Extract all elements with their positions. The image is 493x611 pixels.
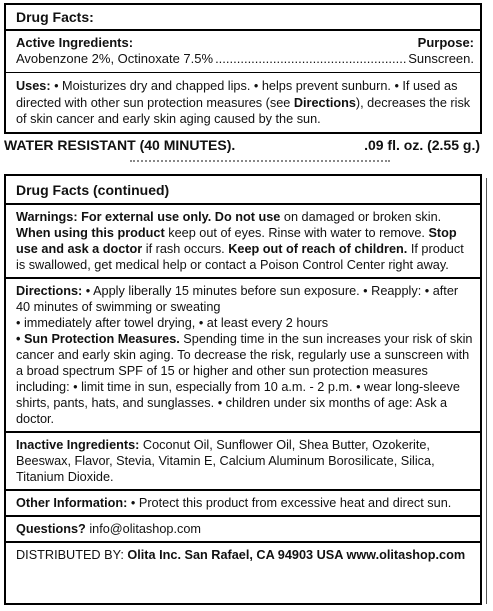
when-using-label: When using this product [16, 226, 165, 240]
questions-email: info@olitashop.com [85, 522, 201, 536]
inactive-text: Coconut Oil, Sunflower Oil, Shea Butter, Ozokerite, Beeswax, Flavor, Stevia, Vitamin E, Calcium Aluminum Borosilicate, Silica, Titanium Dioxide. [16, 438, 435, 484]
uses-text-end: ), decreases the risk of skin cancer and early skin aging caused by the sun. [16, 95, 471, 126]
directions-text-1: • Apply liberally 15 minutes before sun exposure. • Reapply: • after 40 minutes of swimming or sweating [16, 284, 459, 314]
stop-use-label: Stop use and ask a doctor [16, 226, 457, 256]
dot-leader [215, 51, 406, 67]
warnings-text-4: If product is swallowed, get medical help or contact a Poison Control Center right away. [16, 242, 464, 272]
other-info-label: Other Information: [16, 496, 128, 510]
uses-directions-ref: Directions [293, 95, 356, 110]
warnings-text-1: on damaged or broken skin. [280, 210, 442, 224]
warnings-text-3: if rash occurs. [142, 242, 229, 256]
warnings-label: Warnings: For external use only. [16, 210, 212, 224]
drug-facts-box [4, 3, 482, 134]
directions-section [6, 279, 480, 433]
drug-facts-header: Drug Facts: [6, 5, 480, 31]
other-info-text: • Protect this product from excessive heat and direct sun. [127, 496, 452, 510]
purpose-label: Purpose: [417, 35, 474, 50]
keep-out-label: Keep out of reach of children. [228, 242, 408, 256]
questions-section [6, 517, 480, 543]
sun-protection-label: • Sun Protection Measures. [16, 332, 180, 346]
uses-text: • Moisturizes dry and chapped lips. • helps prevent sunburn. • If used as directed with other sun protection measures (see [16, 79, 458, 110]
warnings-section [6, 205, 480, 279]
questions-label: Questions? [16, 522, 86, 536]
uses-section [6, 73, 480, 128]
directions-label: Directions: [16, 284, 83, 298]
other-information-section [6, 491, 480, 517]
inactive-label: Inactive Ingredients: [16, 438, 140, 452]
uses-label: Uses: [16, 79, 51, 93]
directions-text-3: Spending time in the sun increases your risk of skin cancer and early skin aging. To decrease the risk, regularly use a sunscreen with a broad spectrum SPF of 15 or higher and other sun protection measures including: • limit time in sun, especially from 10 a.m. - 2 p.m. • wear long-sleeve shirts, pants, hats, and sunglasses. • children under six months of age: Ask a doctor. [16, 332, 473, 426]
distributed-by-section [6, 543, 480, 567]
distributed-text: Olita Inc. San Rafael, CA 94903 USA www.olitashop.com [127, 548, 466, 562]
active-ingredients-section [6, 31, 480, 73]
water-resistant-text: WATER RESISTANT (40 MINUTES). [4, 137, 236, 153]
distributed-label: DISTRIBUTED BY: [16, 548, 128, 562]
active-purpose: Sunscreen. [408, 51, 474, 66]
drug-facts-continued-header: Drug Facts (continued) [6, 176, 480, 205]
drug-facts-continued-box [4, 174, 482, 605]
net-weight: .09 fl. oz. (2.55 g.) [364, 137, 480, 153]
active-ingredients-text: Avobenzone 2%, Octinoxate 7.5% [16, 51, 214, 66]
right-edge-line [486, 178, 491, 604]
water-resistant-line [4, 137, 480, 153]
warnings-text-2: keep out of eyes. Rinse with water to remove. [164, 226, 429, 240]
active-ingredients-label: Active Ingredients: [16, 35, 134, 50]
inactive-ingredients-section [6, 433, 480, 491]
do-not-use: Do not use [211, 210, 281, 224]
directions-text-2: • immediately after towel drying, • at least every 2 hours [16, 316, 329, 330]
faded-cut-text [130, 160, 390, 165]
